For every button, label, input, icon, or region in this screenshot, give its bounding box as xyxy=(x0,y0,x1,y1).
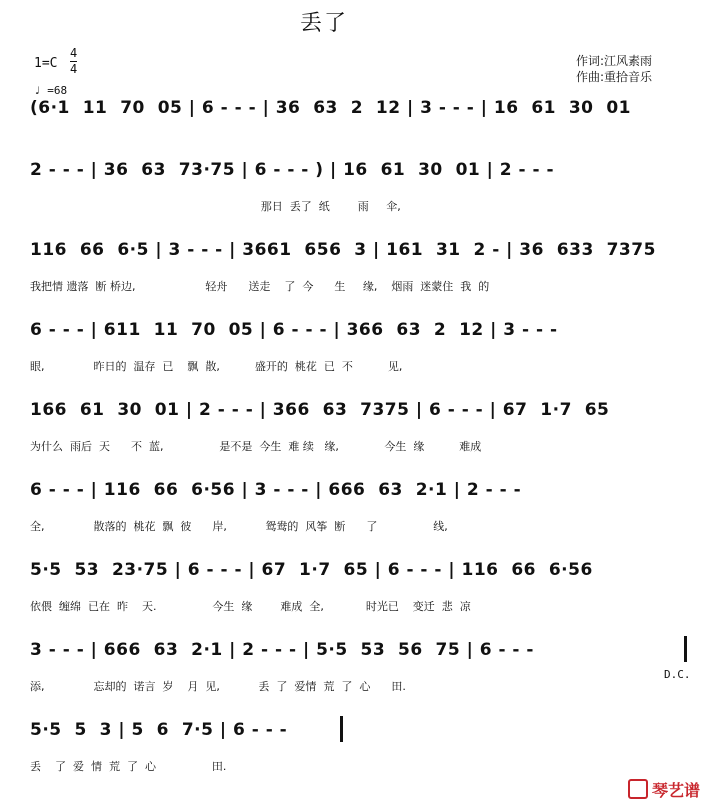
notation-line: 116 66 6·5 | 3 - - - | 3661 656 3 | 161 31 2 - | 36 633 7375 xyxy=(30,240,656,260)
time-signature-bottom: 4 xyxy=(70,62,78,76)
notation-line: 6 - - - | 611 11 70 05 | 6 - - - | 366 63 2 12 | 3 - - - xyxy=(30,320,558,340)
lyrics-line: 那日 丢了 纸 雨 伞, xyxy=(30,200,401,213)
notation-line: 6 - - - | 116 66 6·56 | 3 - - - | 666 63 2·1 | 2 - - - xyxy=(30,480,522,500)
lyrics-line: 为什么 雨后 天 不 蓝, 是不是 今生 难 续 缘, 今生 缘 难成 xyxy=(30,440,482,453)
tempo-marking: ♩ =68 xyxy=(34,84,68,97)
notation-line: 5·5 5 3 | 5 6 7·5 | 6 - - - xyxy=(30,720,288,740)
lyrics-line: 添, 忘却的 诺言 岁 月 见, 丢 了 爱情 荒 了 心 田. xyxy=(30,680,406,693)
score-line-8 xyxy=(0,640,710,720)
final-barline xyxy=(684,636,687,662)
logo-icon xyxy=(628,779,648,799)
score-line-4 xyxy=(0,320,710,400)
key-signature: 1=C xyxy=(34,56,58,71)
score-line-9 xyxy=(0,720,710,800)
lyricist-credit: 作词:江风素雨 xyxy=(576,54,653,68)
time-signature-top: 4 xyxy=(70,46,78,60)
end-barline xyxy=(340,716,343,742)
score-line-7 xyxy=(0,560,710,640)
notation-line: 5·5 53 23·75 | 6 - - - | 67 1·7 65 | 6 - - - | 116 66 6·56 xyxy=(30,560,593,580)
score-line-6 xyxy=(0,480,710,560)
lyrics-line: 丢 了 爱 情 荒 了 心 田. xyxy=(30,760,227,773)
score-line-3 xyxy=(0,240,710,320)
site-logo xyxy=(628,778,700,801)
da-capo-marking: D.C. xyxy=(664,668,691,681)
notation-line: (6·1 11 70 05 | 6 - - - | 36 63 2 12 | 3 - - - | 16 61 30 01 xyxy=(30,98,632,118)
lyrics-line: 我把情 遗落 断 桥边, 轻舟 送走 了 今 生 缘, 烟雨 迷蒙住 我 的 xyxy=(30,280,490,293)
score-line-2 xyxy=(0,160,710,240)
song-title: 丢了 xyxy=(300,11,349,36)
composer-credit: 作曲:重拾音乐 xyxy=(576,70,653,84)
time-signature xyxy=(70,46,77,77)
notation-line: 3 - - - | 666 63 2·1 | 2 - - - | 5·5 53 56 75 | 6 - - - xyxy=(30,640,534,660)
notation-line: 166 61 30 01 | 2 - - - | 366 63 7375 | 6 - - - | 67 1·7 65 xyxy=(30,400,610,420)
lyrics-line: 全, 散落的 桃花 飘 彼 岸, 鸳鸯的 风筝 断 了 线, xyxy=(30,520,448,533)
lyrics-line: 眼, 昨日的 温存 已 飘 散, 盛开的 桃花 已 不 见, xyxy=(30,360,403,373)
logo-text: 琴艺谱 xyxy=(652,781,701,800)
score-line-5 xyxy=(0,400,710,480)
lyrics-line: 依偎 缠绵 已在 昨 天. 今生 缘 难成 全, 时光已 变迁 悲 凉 xyxy=(30,600,471,613)
notation-line: 2 - - - | 36 63 73·75 | 6 - - - ) | 16 61 30 01 | 2 - - - xyxy=(30,160,555,180)
